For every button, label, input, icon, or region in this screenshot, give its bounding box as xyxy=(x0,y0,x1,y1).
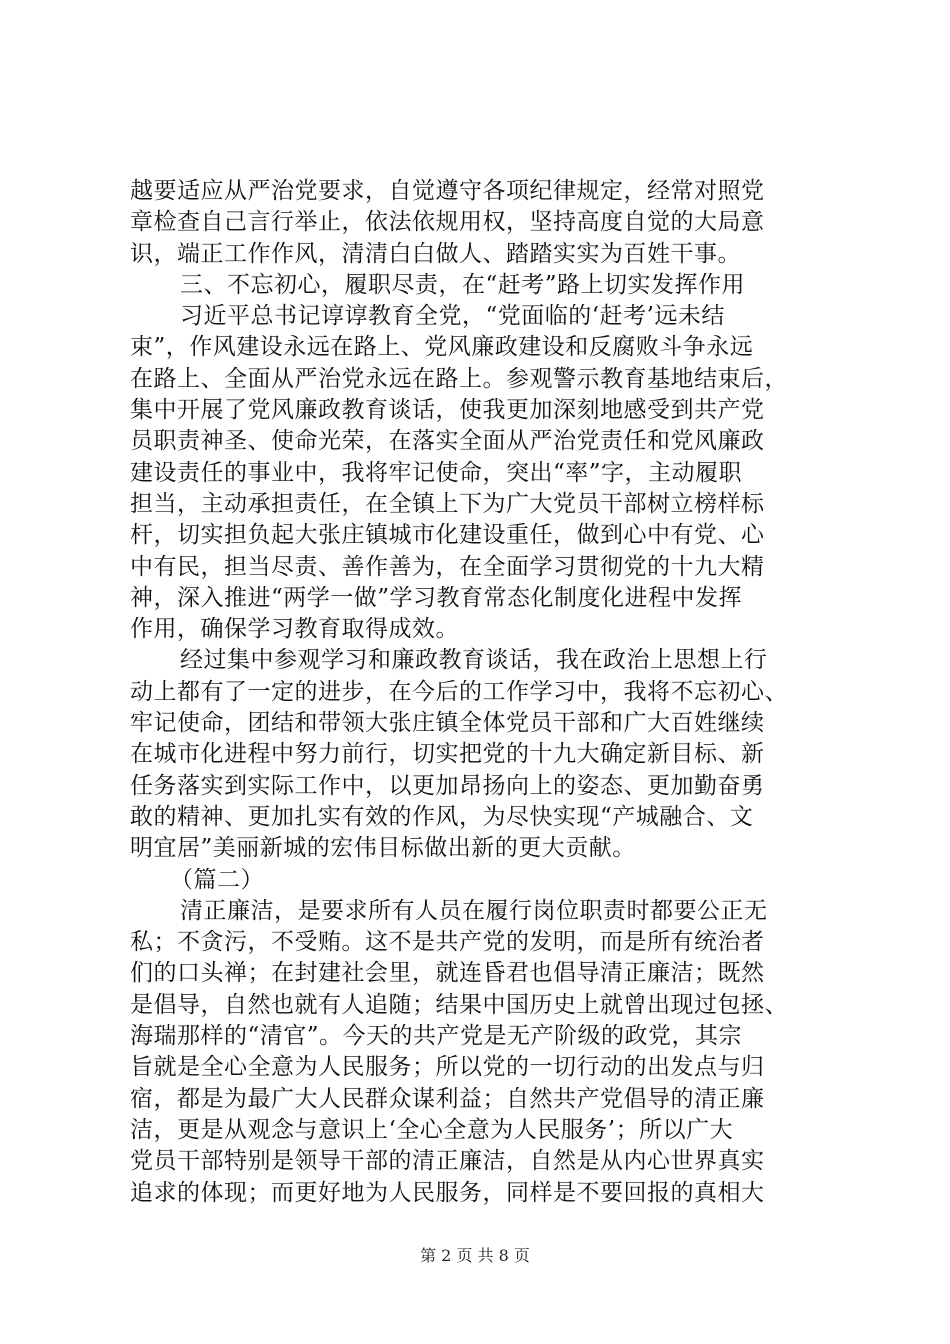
paragraph-line: 建设责任的事业中，我将牢记使命，突出“率”字，主动履职 xyxy=(130,459,743,486)
paragraph-line: 私；不贪污，不受贿。这不是共产党的发明，而是所有统治者 xyxy=(130,929,765,956)
paragraph-line: 党员干部特别是领导干部的清正廉洁，自然是从内心世界真实 xyxy=(130,1148,765,1175)
paragraph-line: 神，深入推进“两学一做”学习教育常态化制度化进程中发挥 xyxy=(130,584,743,611)
paragraph-line: 识，端正工作作风，清清白白做人、踏踏实实为百姓干事。 xyxy=(130,240,741,267)
paragraph-line: 习近平总书记谆谆教育全党，“党面临的‘赶考’远未结 xyxy=(180,303,725,330)
paragraph-line: 追求的体现；而更好地为人民服务，同样是不要回报的真相大 xyxy=(130,1179,765,1206)
paragraph-line: 集中开展了党风廉政教育谈话，使我更加深刻地感受到共产党 xyxy=(130,397,765,424)
document-body xyxy=(130,176,830,1209)
section-heading: 三、不忘初心，履职尽责，在“赶考”路上切实发挥作用 xyxy=(180,271,746,298)
paragraph-line: 海瑞那样的“清官”。今天的共产党是无产阶级的政党，其宗 xyxy=(130,1023,743,1050)
paragraph-line: 洁，更是从观念与意识上‘全心全意为人民服务’；所以广大 xyxy=(130,1116,734,1143)
paragraph-line: 作用，确保学习教育取得成效。 xyxy=(130,616,459,643)
paragraph-line: 敢的精神、更加扎实有效的作风，为尽快实现“产城融合、文 xyxy=(130,803,754,830)
paragraph-line: 牢记使命，团结和带领大张庄镇全体党员干部和广大百姓继续 xyxy=(130,710,765,737)
paragraph-line: 清正廉洁，是要求所有人员在履行岗位职责时都要公正无 xyxy=(180,897,768,924)
paragraph-line: 中有民，担当尽责、善作善为，在全面学习贯彻党的十九大精 xyxy=(130,553,765,580)
paragraph-line: 束”，作风建设永远在路上、党风廉政建设和反腐败斗争永远 xyxy=(130,334,754,361)
paragraph-line: 杆，切实担负起大张庄镇城市化建设重任，做到心中有党、心 xyxy=(130,522,765,549)
paragraph-line: 动上都有了一定的进步，在今后的工作学习中，我将不忘初心、 xyxy=(130,678,788,705)
paragraph-line: 员职责神圣、使命光荣，在落实全面从严治党责任和党风廉政 xyxy=(130,428,765,455)
paragraph-line: 宿，都是为最广大人民群众谋利益；自然共产党倡导的清正廉 xyxy=(130,1085,765,1112)
paragraph-line: 经过集中参观学习和廉政教育谈话，我在政治上思想上行 xyxy=(180,647,768,674)
paragraph-line: 们的口头禅；在封建社会里，就连昏君也倡导清正廉洁；既然 xyxy=(130,960,765,987)
paragraph-line: 是倡导，自然也就有人追随；结果中国历史上就曾出现过包拯、 xyxy=(130,991,788,1018)
paragraph-line: 旨就是全心全意为人民服务；所以党的一切行动的出发点与归 xyxy=(130,1054,765,1081)
paragraph-line: 在城市化进程中努力前行，切实把党的十九大确定新目标、新 xyxy=(130,741,765,768)
paragraph-line: 任务落实到实际工作中，以更加昂扬向上的姿态、更加勤奋勇 xyxy=(130,772,765,799)
paragraph-line: 章检查自己言行举止，依法依规用权，坚持高度自觉的大局意 xyxy=(130,209,765,236)
paragraph-line: 担当，主动承担责任，在全镇上下为广大党员干部树立榜样标 xyxy=(130,490,765,517)
paragraph-line: 越要适应从严治党要求，自觉遵守各项纪律规定，经常对照党 xyxy=(130,178,765,204)
paragraph-line: 明宜居”美丽新城的宏伟目标做出新的更大贡献。 xyxy=(130,835,636,862)
page-number: 第 2 页 共 8 页 xyxy=(420,1246,530,1265)
paragraph-line: 在路上、全面从严治党永远在路上。参观警示教育基地结束后， xyxy=(130,365,788,392)
part-heading: （篇二） xyxy=(170,866,264,893)
